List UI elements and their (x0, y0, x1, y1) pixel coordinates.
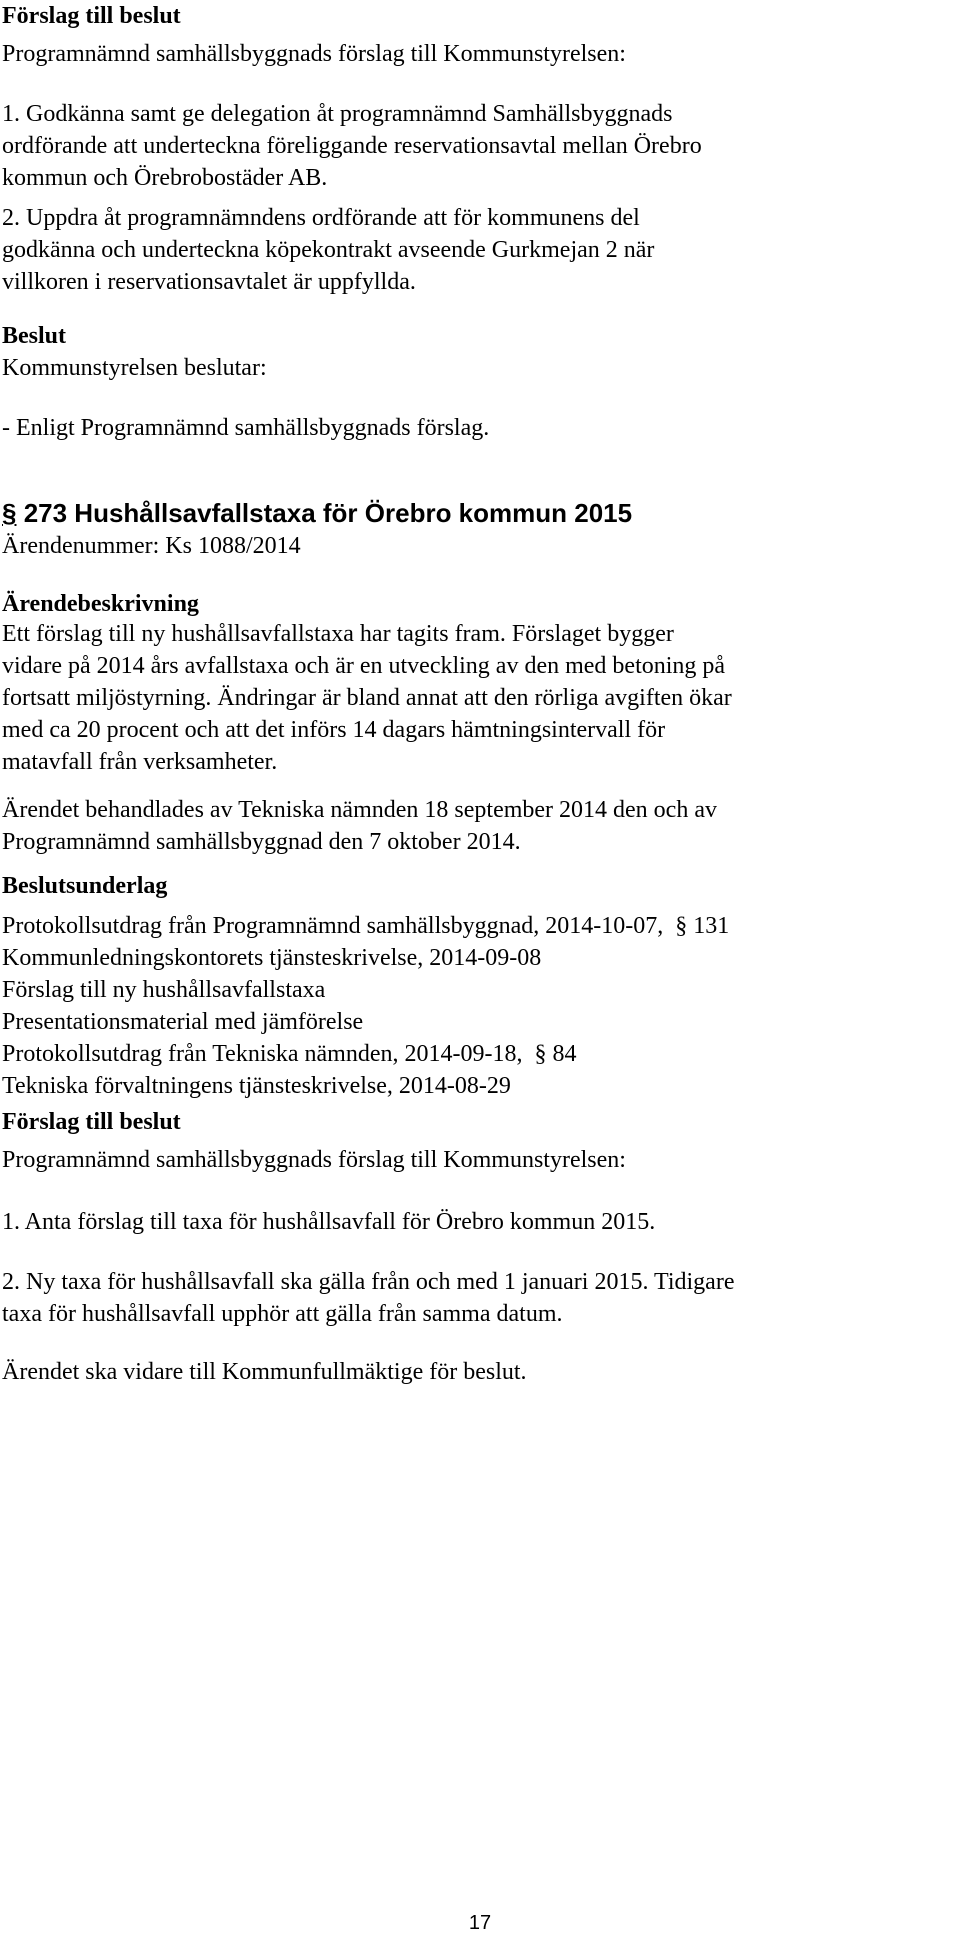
beslut-intro: Kommunstyrelsen beslutar: (2, 355, 267, 381)
underlag-item: Protokollsutdrag från Tekniska nämnden, 2014-09-18, § 84 (2, 1041, 577, 1067)
section-ref-84: § 84 (534, 1041, 577, 1067)
section-sign: § (2, 498, 17, 528)
arendebeskrivning-paragraph-1: Ett förslag till ny hushållsavfallstaxa har tagits fram. Förslaget bygger vidare på 2014 års avfallstaxa och är en utveckling av den med betoning på fortsatt miljöstyrning. Ändringar är bland annat att den rörliga avgiften ökar med ca 20 procent och att det införs 14 dagars hämtningsintervall för matavfall från verksamheter. (2, 621, 732, 775)
page-number: 17 (468, 1912, 492, 1934)
beslutsunderlag-list (2, 910, 957, 1102)
underlag-item: Kommunledningskontorets tjänsteskrivelse, 2014-09-08 (2, 945, 542, 971)
forslag-2-item-1: 1. Anta förslag till taxa för hushållsavfall för Örebro kommun 2015. (2, 1209, 656, 1235)
forslag-item-2: 2. Uppdra åt programnämndens ordförande att för kommunens del godkänna och underteckna köpekontrakt avseende Gurkmejan 2 när villkoren i reservationsavtalet är uppfyllda. (2, 205, 655, 295)
underlag-item: Protokollsutdrag från Programnämnd samhällsbyggnad, 2014-10-07, § 131 (2, 913, 730, 939)
beslut-item: - Enligt Programnämnd samhällsbyggnads förslag. (2, 415, 490, 441)
forslag-intro: Programnämnd samhällsbyggnads förslag till Kommunstyrelsen: (2, 41, 626, 67)
underlag-item: Tekniska förvaltningens tjänsteskrivelse, 2014-08-29 (2, 1073, 511, 1099)
heading-forslag-till-beslut: Förslag till beslut (2, 3, 181, 29)
case-number: Ärendenummer: Ks 1088/2014 (2, 533, 301, 559)
heading-beslut: Beslut (2, 323, 67, 349)
forslag-item-1: 1. Godkänna samt ge delegation åt programnämnd Samhällsbyggnads ordförande att underteckna föreliggande reservationsavtal mellan Örebro kommun och Örebrobostäder AB. (2, 101, 702, 191)
forslag-2-item-2: 2. Ny taxa för hushållsavfall ska gälla från och med 1 januari 2015. Tidigare taxa för hushållsavfall upphör att gälla från samma datum. (2, 1269, 735, 1327)
forslag-2-intro: Programnämnd samhällsbyggnads förslag till Kommunstyrelsen: (2, 1147, 626, 1173)
section-heading-273 (2, 496, 957, 530)
heading-arendebeskrivning: Ärendebeskrivning (2, 591, 199, 617)
underlag-item: Presentationsmaterial med jämförelse (2, 1009, 364, 1035)
heading-beslutsunderlag: Beslutsunderlag (2, 873, 168, 899)
section-ref-131: § 131 (675, 913, 730, 939)
arendebeskrivning-paragraph-2: Ärendet behandlades av Tekniska nämnden 18 september 2014 den och av Programnämnd samhällsbyggnad den 7 oktober 2014. (2, 797, 717, 855)
heading-forslag-till-beslut-2: Förslag till beslut (2, 1109, 181, 1135)
section-title: 273 Hushållsavfallstaxa för Örebro kommun 2015 (23, 498, 633, 528)
forslag-2-closing: Ärendet ska vidare till Kommunfullmäktige för beslut. (2, 1359, 527, 1385)
underlag-item: Förslag till ny hushållsavfallstaxa (2, 977, 326, 1003)
